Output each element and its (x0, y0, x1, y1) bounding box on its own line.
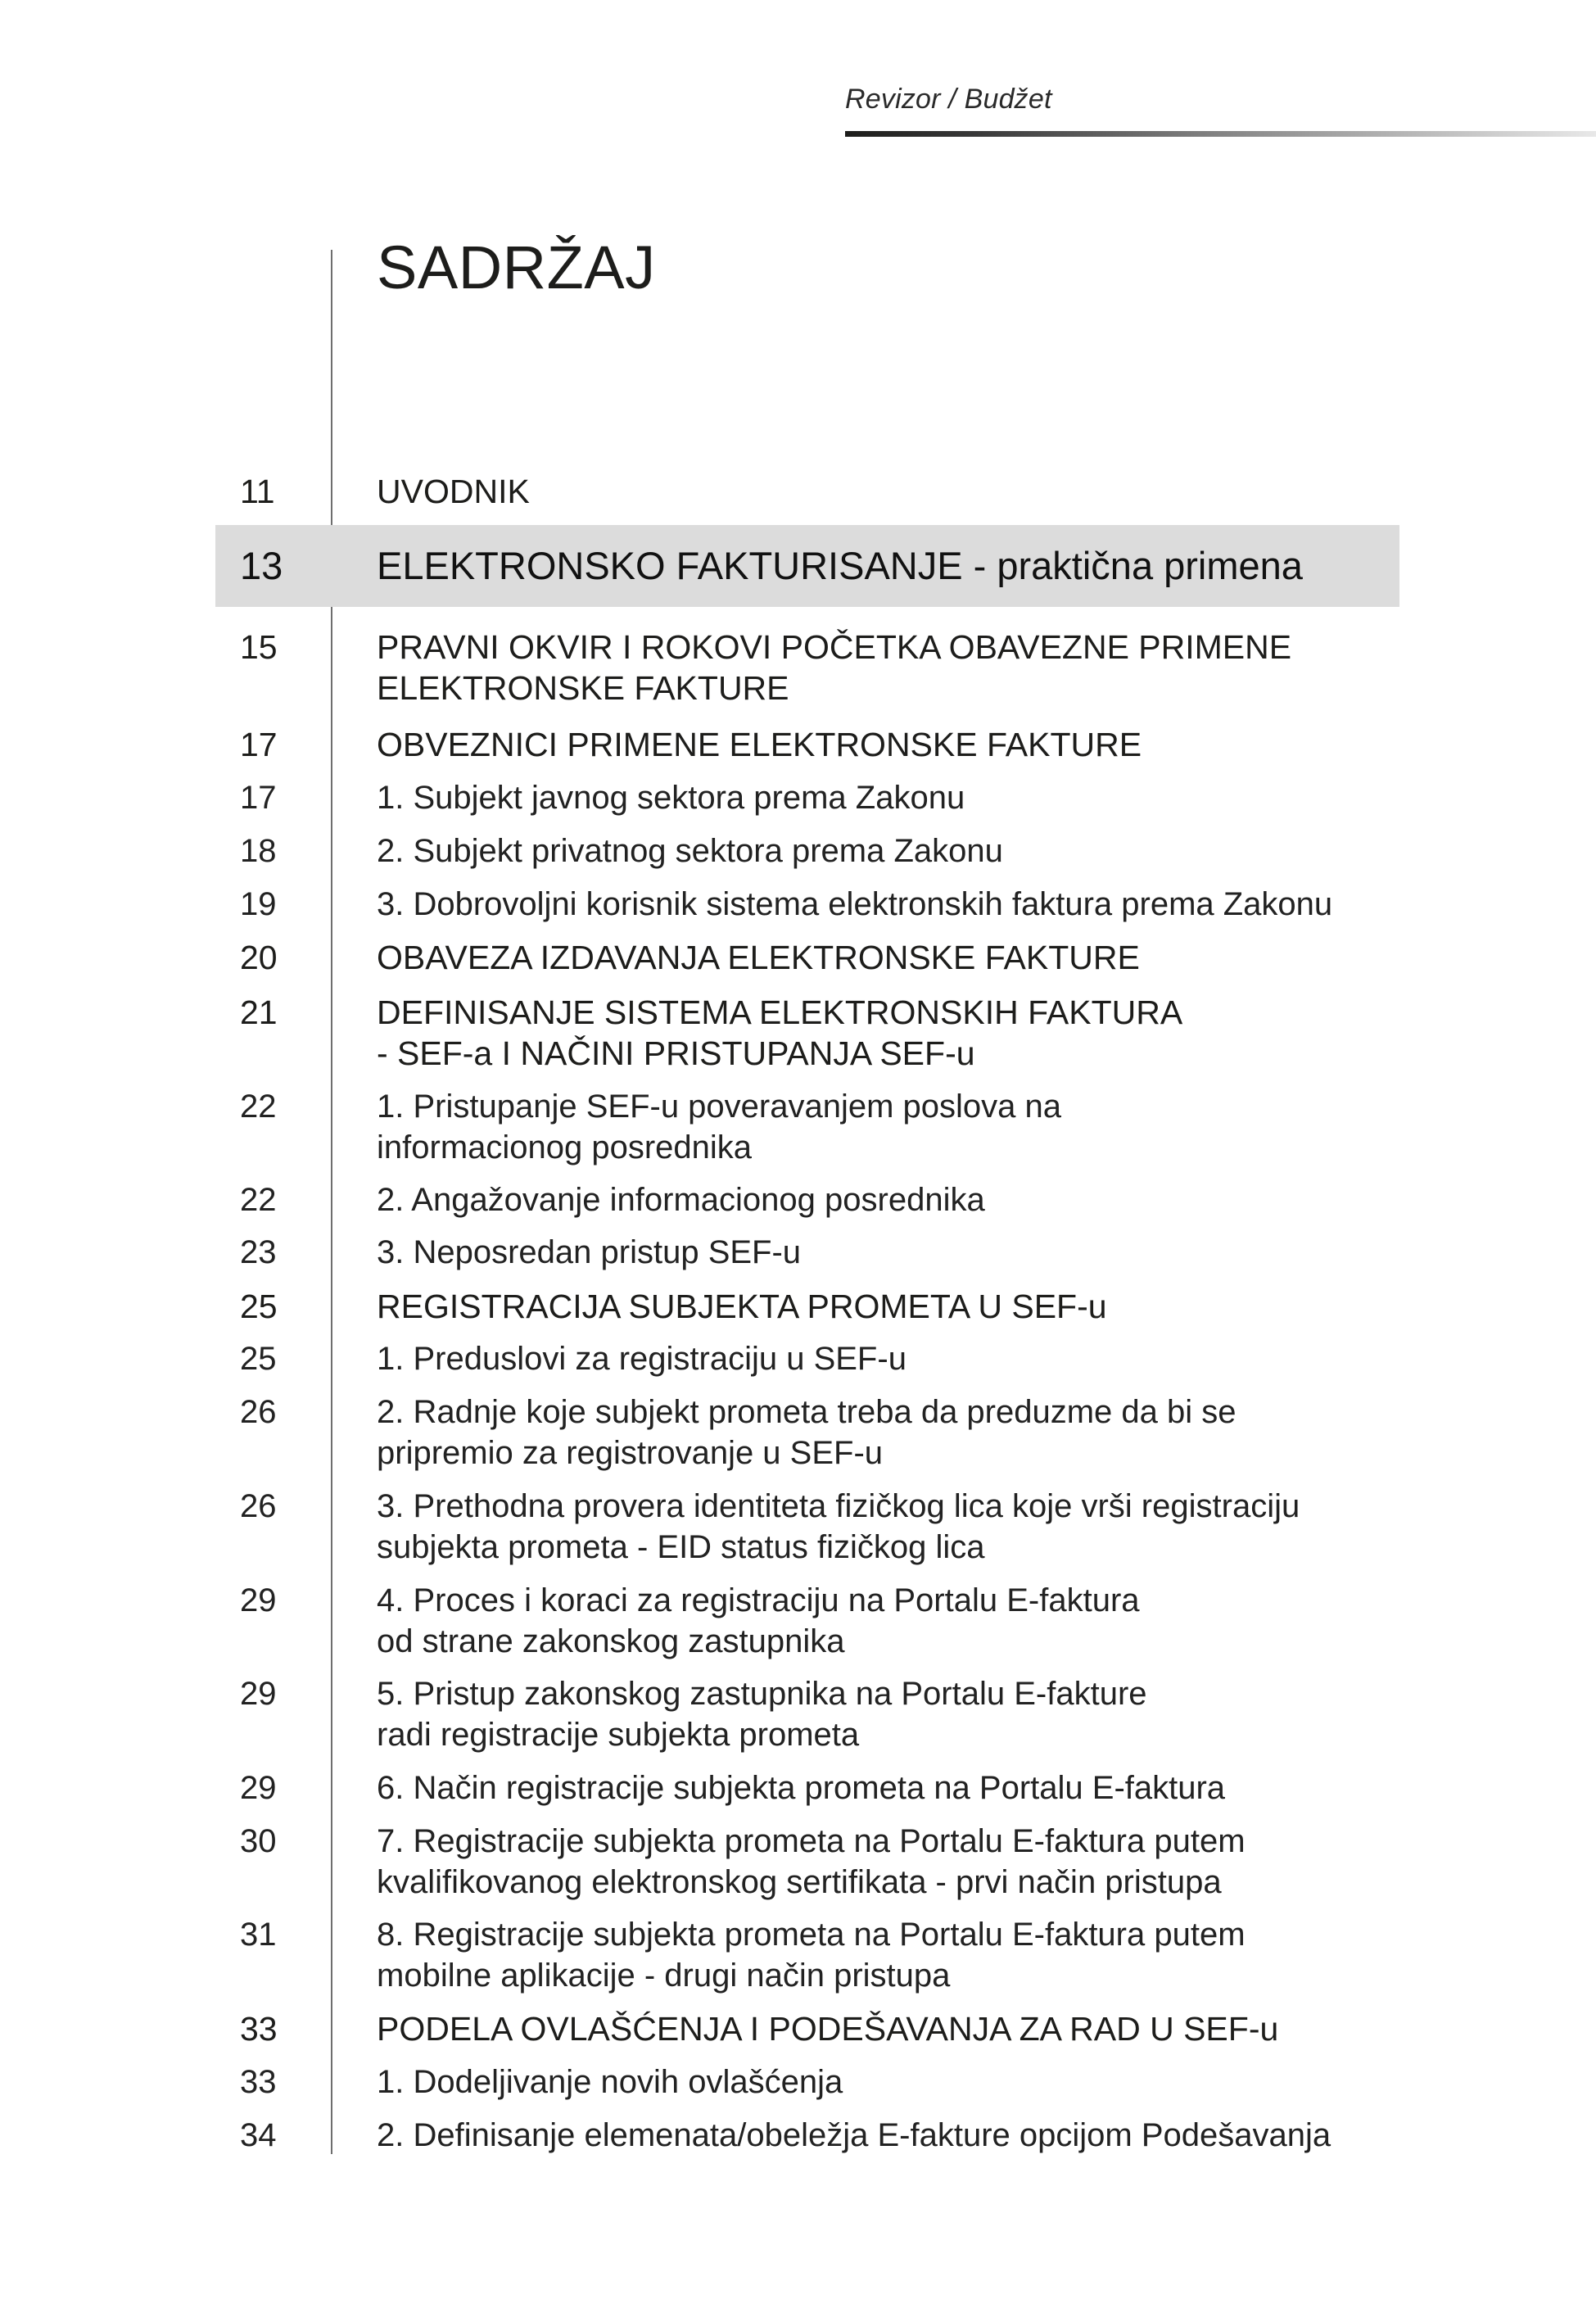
toc-heading: PODELA OVLAŠĆENJA I PODEŠAVANJA ZA RAD U SEF-u (377, 2010, 1279, 2048)
toc-subheading: 1. Pristupanje SEF-u poveravanjem poslova na informacionog posrednika (377, 1089, 1062, 1166)
toc-subheading: 3. Dobrovoljni korisnik sistema elektronskih faktura prema Zakonu (377, 886, 1333, 922)
toc-page-number: 29 (240, 1676, 277, 1712)
toc-heading: UVODNIK (377, 473, 530, 510)
toc-subheading: 6. Način registracije subjekta prometa na Portalu E-faktura (377, 1770, 1226, 1806)
toc-subheading: 2. Radnje koje subjekt prometa treba da preduzme da bi se pripremio za registrovanje u SEF-u (377, 1394, 1237, 1471)
toc-subheading: 3. Prethodna provera identiteta fizičkog lica koje vrši registraciju subjekta prometa - EID status fizičkog lica (377, 1488, 1300, 1565)
toc-page-number: 29 (240, 1770, 277, 1806)
toc-heading: DEFINISANJE SISTEMA ELEKTRONSKIH FAKTURA - SEF-a I NAČINI PRISTUPANJA SEF-u (377, 994, 1183, 1072)
toc-page-number: 25 (240, 1341, 277, 1377)
toc-page-number: 20 (240, 939, 278, 976)
toc-subheading: 8. Registracije subjekta prometa na Portalu E-faktura putem mobilne aplikacije - drugi način pristupa (377, 1917, 1246, 1994)
toc-page-number: 13 (240, 544, 283, 587)
toc-page-number: 11 (240, 473, 275, 510)
toc-entry-highlighted[interactable] (215, 525, 1399, 607)
toc-subheading: 1. Subjekt javnog sektora prema Zakonu (377, 780, 965, 816)
toc-page-number: 26 (240, 1394, 277, 1430)
toc-subheading: 3. Neposredan pristup SEF-u (377, 1234, 802, 1270)
toc-page-number: 25 (240, 1288, 278, 1325)
toc-page-number: 31 (240, 1917, 277, 1953)
toc-subheading: 2. Angažovanje informacionog posrednika (377, 1182, 985, 1218)
toc-subheading: 5. Pristup zakonskog zastupnika na Portalu E-fakture radi registracije subjekta prometa (377, 1676, 1147, 1753)
toc-page-number: 22 (240, 1182, 277, 1218)
toc-subheading: 2. Subjekt privatnog sektora prema Zakonu (377, 833, 1003, 869)
toc-page-number: 22 (240, 1089, 277, 1125)
toc-heading: OBVEZNICI PRIMENE ELEKTRONSKE FAKTURE (377, 726, 1142, 763)
toc-heading: PRAVNI OKVIR I ROKOVI POČETKA OBAVEZNE PRIMENE ELEKTRONSKE FAKTURE (377, 628, 1292, 707)
toc-subheading: 1. Dodeljivanje novih ovlašćenja (377, 2064, 843, 2100)
toc-subheading: 7. Registracije subjekta prometa na Portalu E-faktura putem kvalifikovanog elektronskog sertifikata - prvi način pristupa (377, 1823, 1246, 1900)
toc-page-number: 26 (240, 1488, 277, 1524)
toc-page-number: 29 (240, 1582, 277, 1618)
toc-page-number: 33 (240, 2010, 278, 2048)
toc-page-number: 33 (240, 2064, 277, 2100)
toc-subheading: 1. Preduslovi za registraciju u SEF-u (377, 1341, 907, 1377)
running-head: Revizor / Budžet (845, 84, 1052, 115)
toc-page-number: 17 (240, 780, 277, 816)
toc-subheading: 2. Definisanje elemenata/obeležja E-fakture opcijom Podešavanja (377, 2117, 1332, 2153)
toc-heading: ELEKTRONSKO FAKTURISANJE - praktična primena (377, 544, 1303, 587)
toc-page-number: 34 (240, 2117, 277, 2153)
toc-page-number: 17 (240, 726, 278, 763)
page-title: SADRŽAJ (377, 233, 656, 301)
toc-page-number: 21 (240, 994, 278, 1031)
toc-page-number: 23 (240, 1234, 277, 1270)
toc-page-number: 15 (240, 628, 278, 666)
toc-page-number: 30 (240, 1823, 277, 1859)
toc-heading: REGISTRACIJA SUBJEKTA PROMETA U SEF-u (377, 1288, 1107, 1325)
toc-subheading: 4. Proces i koraci za registraciju na Portalu E-faktura od strane zakonskog zastupnika (377, 1582, 1140, 1659)
toc-page-number: 18 (240, 833, 277, 869)
toc-page-number: 19 (240, 886, 277, 922)
toc-heading: OBAVEZA IZDAVANJA ELEKTRONSKE FAKTURE (377, 939, 1140, 976)
